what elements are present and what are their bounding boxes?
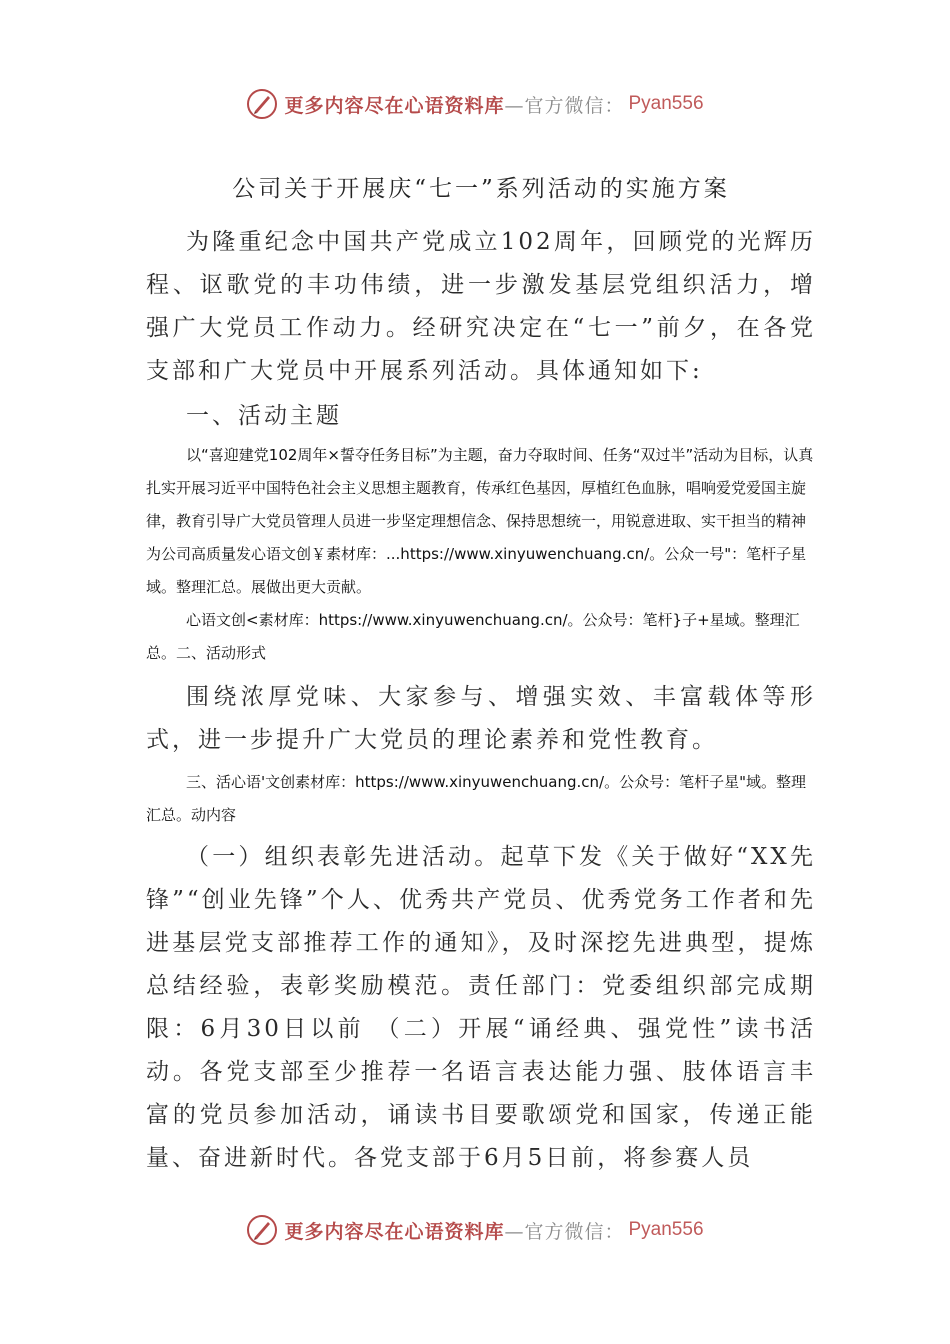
- banner-slogan: 更多内容尽在心语资料库: [284, 1220, 505, 1243]
- banner-slogan: 更多内容尽在心语资料库: [284, 94, 505, 117]
- document-body: [146, 160, 816, 1180]
- banner-wechat-id: Pyan556: [628, 1219, 704, 1240]
- section-3-body: （一）组织表彰先进活动。起草下发《关于做好“XX先锋”“创业先锋”个人、优秀共产党员、优秀党务工作者和先进基层党支部推荐工作的通知》，及时深挖先进典型，提炼总结经验，表彰奖励模范。责任部门：党委组织部完成期限：6月30日以前 （二）开展“诵经典、强党性”读书活动。各党支部至少推荐一名语言表达能力强、肢体语言丰富的党员参加活动，诵读书目要歌颂党和国家，传递正能量、奋进新时代。各党支部于6月5日前，将参赛人员: [146, 844, 816, 1171]
- header-watermark: [0, 84, 950, 124]
- banner-official-label: —官方微信：: [504, 94, 625, 117]
- document-title: 公司关于开展庆“七一”系列活动的实施方案: [232, 176, 730, 202]
- intro-paragraph: 为隆重纪念中国共产党成立102周年，回顾党的光辉历程、讴歌党的丰功伟绩，进一步激发基层党组织活力，增强广大党员工作动力。经研究决定在“七一”前夕，在各党支部和广大党员中开展系列活动。具体通知如下:: [146, 229, 816, 384]
- footer-watermark: [0, 1210, 950, 1250]
- watermark-line: 心语文创<素材库：https://www.xinyuwenchuang.cn/。公众号：笔杆}子+星域。整理汇总。二、活动形式: [146, 611, 800, 662]
- banner-official-label: —官方微信：: [504, 1220, 625, 1243]
- quill-logo-icon: [246, 1214, 278, 1246]
- section-2-body: 围绕浓厚党味、大家参与、增强实效、丰富载体等形式，进一步提升广大党员的理论素养和党性教育。: [146, 684, 816, 753]
- banner-wechat-id: Pyan556: [628, 93, 704, 114]
- section-3-heading: 三、活心语'文创素材库：https://www.xinyuwenchuang.cn/。公众号：笔杆子星"域。整理汇总。动内容: [146, 773, 806, 824]
- section-1-heading: 一、活动主题: [186, 403, 342, 429]
- quill-logo-icon: [246, 88, 278, 120]
- section-1-body: 以“喜迎建党102周年×誓夺任务目标”为主题，奋力夺取时间、任务“双过半”活动为目标，认真扎实开展习近平中国特色社会主义思想主题教育，传承红色基因，厚植红色血脉，唱响爱党爱国主旋律，教育引导广大党员管理人员进一步坚定理想信念、保持思想统一，用锐意进取、实干担当的精神为公司高质量发心语文创￥素材库：...https://www.xinyuwenchuang.cn/。公众一号"：笔杆子星域。整理汇总。展做出更大贡献。: [146, 446, 814, 596]
